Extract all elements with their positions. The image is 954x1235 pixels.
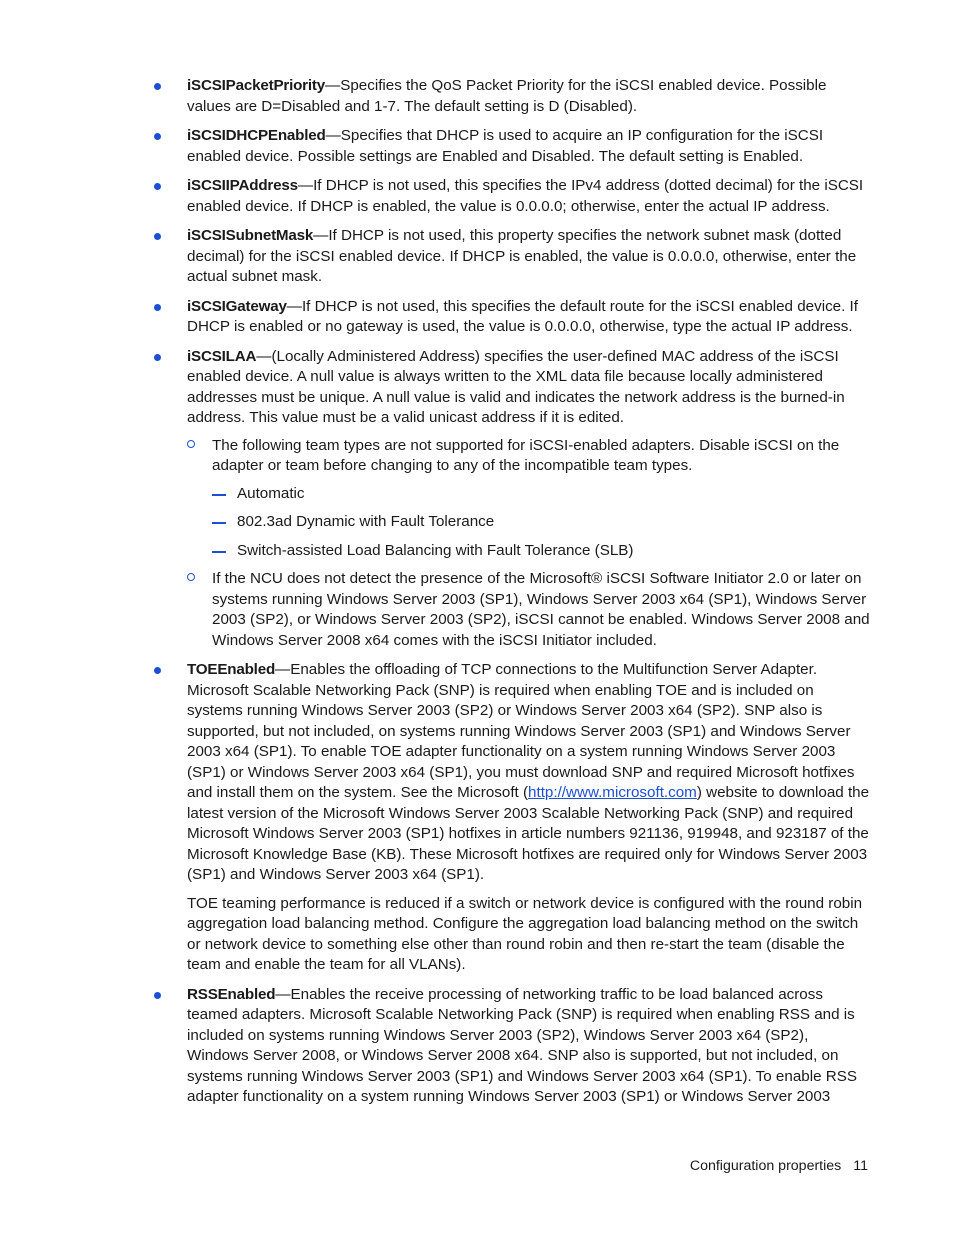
term: iSCSIDHCPEnabled xyxy=(187,127,326,144)
description: —Enables the receive processing of networking traffic to be load balanced across teamed adapters. Microsoft Scalable Networking Pack (SNP) is required when enabling RSS and is included on systems running Windows Server 2003 (SP2), Windows Server 2003 x64 (SP2), Windows Server 2008, or Windows Server 2008 x64. SNP also is supported, but not included, on systems running Windows Server 2003 (SP1) and Windows Server 2003 x64 (SP1). To enable RSS adapter functionality on a system running Windows Server 2003 (SP1) or Windows Server 2003 xyxy=(187,985,857,1105)
dash-item-text: Automatic xyxy=(237,484,305,502)
term: iSCSIGateway xyxy=(187,297,287,315)
bullet-icon xyxy=(154,183,161,190)
page-number: 11 xyxy=(853,1158,868,1174)
term: iSCSIIPAddress xyxy=(187,177,298,194)
circle-bullet-icon xyxy=(187,573,195,581)
dash-icon xyxy=(212,522,226,524)
bullet-icon xyxy=(154,304,161,311)
sub-item-text: The following team types are not supported for iSCSI-enabled adapters. Disable iSCSI on the adapter or team before changing to any of the incompatible team types. xyxy=(212,436,840,474)
dash-item xyxy=(212,512,872,533)
term: iSCSISubnetMask xyxy=(187,227,314,244)
list-item-iscsi-packet-priority xyxy=(150,76,872,117)
dash-list xyxy=(212,484,872,562)
description: —If DHCP is not used, this specifies the default route for the iSCSI enabled device. If DHCP is enabled or no gateway is used, the value is 0.0.0.0, otherwise, type the actual IP address. xyxy=(187,297,858,335)
microsoft-link[interactable]: http://www.microsoft.com xyxy=(528,784,697,801)
sub-item-text: If the NCU does not detect the presence of the Microsoft® iSCSI Software Initiator 2.0 or later on systems running Windows Server 2003 (SP1), Windows Server 2003 x64 (SP1), Windows Server 2003 (SP2), or Windows Server 2003 (SP2), iSCSI cannot be enabled. Windows Server 2008 and Windows Server 2008 x64 comes with the iSCSI Initiator included. xyxy=(212,570,870,649)
list-item-iscsi-ip-address xyxy=(150,176,872,217)
dash-item xyxy=(212,484,872,505)
description: —Specifies the QoS Packet Priority for the iSCSI enabled device. Possible values are D=Disabled and 1-7. The default setting is D (Disabled). xyxy=(187,77,827,115)
footer-section-title: Configuration properties xyxy=(689,1158,842,1174)
term: TOEEnabled xyxy=(187,661,276,678)
list-item-iscsi-subnet-mask xyxy=(150,226,872,288)
list-item-toe-enabled xyxy=(150,660,872,976)
term: RSSEnabled xyxy=(187,985,276,1003)
dash-icon xyxy=(212,551,226,553)
description: —If DHCP is not used, this specifies the IPv4 address (dotted decimal) for the iSCSI enabled device. If DHCP is enabled, the value is 0.0.0.0; otherwise, enter the actual IP address. xyxy=(187,177,864,215)
dash-icon xyxy=(212,494,226,496)
term: iSCSIPacketPriority xyxy=(187,77,326,94)
term: iSCSILAA xyxy=(187,347,257,365)
description-continued: ) website to download the latest version of the Microsoft Windows Server 2003 Scalable Networking Pack (SNP) and required Microsoft Windows Server 2003 (SP1) hotfixes in article numbers 921136, 919948, and 923187 of the Microsoft Knowledge Base (KB). These Microsoft hotfixes are required only for Windows Server 2003 (SP1) and Windows Server 2003 x64 (SP1). xyxy=(187,784,870,883)
bullet-icon xyxy=(154,133,161,140)
sub-item-team-types xyxy=(187,436,872,562)
toe-teaming-note: TOE teaming performance is reduced if a switch or network device is configured with the round robin aggregation load balancing method. Configure the aggregation load balancing method on the switch or network device to something else other than round robin and then re-start the team (disable the team and enable the team for all VLANs). xyxy=(187,894,863,973)
description: —Specifies that DHCP is used to acquire an IP configuration for the iSCSI enabled device. Possible settings are Enabled and Disabled. The default setting is Enabled. xyxy=(187,127,824,165)
list-item-iscsi-dhcp-enabled xyxy=(150,126,872,167)
sub-list xyxy=(187,436,872,652)
description: —(Locally Administered Address) specifies the user-defined MAC address of the iSCSI enabled device. A null value is always written to the XML data file because locally administered addresses must be unique. A null value is valid and indicates the network address is the burned-in address. This value must be a valid unicast address if it is edited. xyxy=(187,347,845,426)
circle-bullet-icon xyxy=(187,440,195,448)
bullet-icon xyxy=(154,233,161,240)
list-item-iscsi-laa xyxy=(150,347,872,652)
bullet-icon xyxy=(154,354,161,361)
dash-item-text: 802.3ad Dynamic with Fault Tolerance xyxy=(237,513,495,530)
dash-item-text: Switch-assisted Load Balancing with Fault Tolerance (SLB) xyxy=(237,541,634,559)
description: —Enables the offloading of TCP connections to the Multifunction Server Adapter. Microsoft Scalable Networking Pack (SNP) is required when enabling TOE and is included on systems running Windows Server 2003 (SP2) or Windows Server 2003 x64 (SP2). SNP also is supported, but not included, on systems running Windows Server 2003 (SP1) and Windows Server 2003 x64 (SP1). To enable TOE adapter functionality on a system running Windows Server 2003 (SP1) or Windows Server 2003 x64 (SP1), you must download SNP and required Microsoft hotfixes and install them on the system. See the Microsoft ( xyxy=(187,661,855,801)
page-footer xyxy=(690,1158,868,1174)
bullet-icon xyxy=(154,83,161,90)
sub-item-ncu-initiator xyxy=(187,569,872,651)
dash-item xyxy=(212,541,872,562)
list-item-iscsi-gateway xyxy=(150,297,872,338)
list-item-rss-enabled xyxy=(150,985,872,1108)
document-body xyxy=(150,76,872,1117)
description: —If DHCP is not used, this property specifies the network subnet mask (dotted decimal) for the iSCSI enabled device. If DHCP is enabled, the value is 0.0.0.0, otherwise, enter the actual subnet mask. xyxy=(187,227,857,285)
bullet-icon xyxy=(154,992,161,999)
bullet-icon xyxy=(154,667,161,674)
